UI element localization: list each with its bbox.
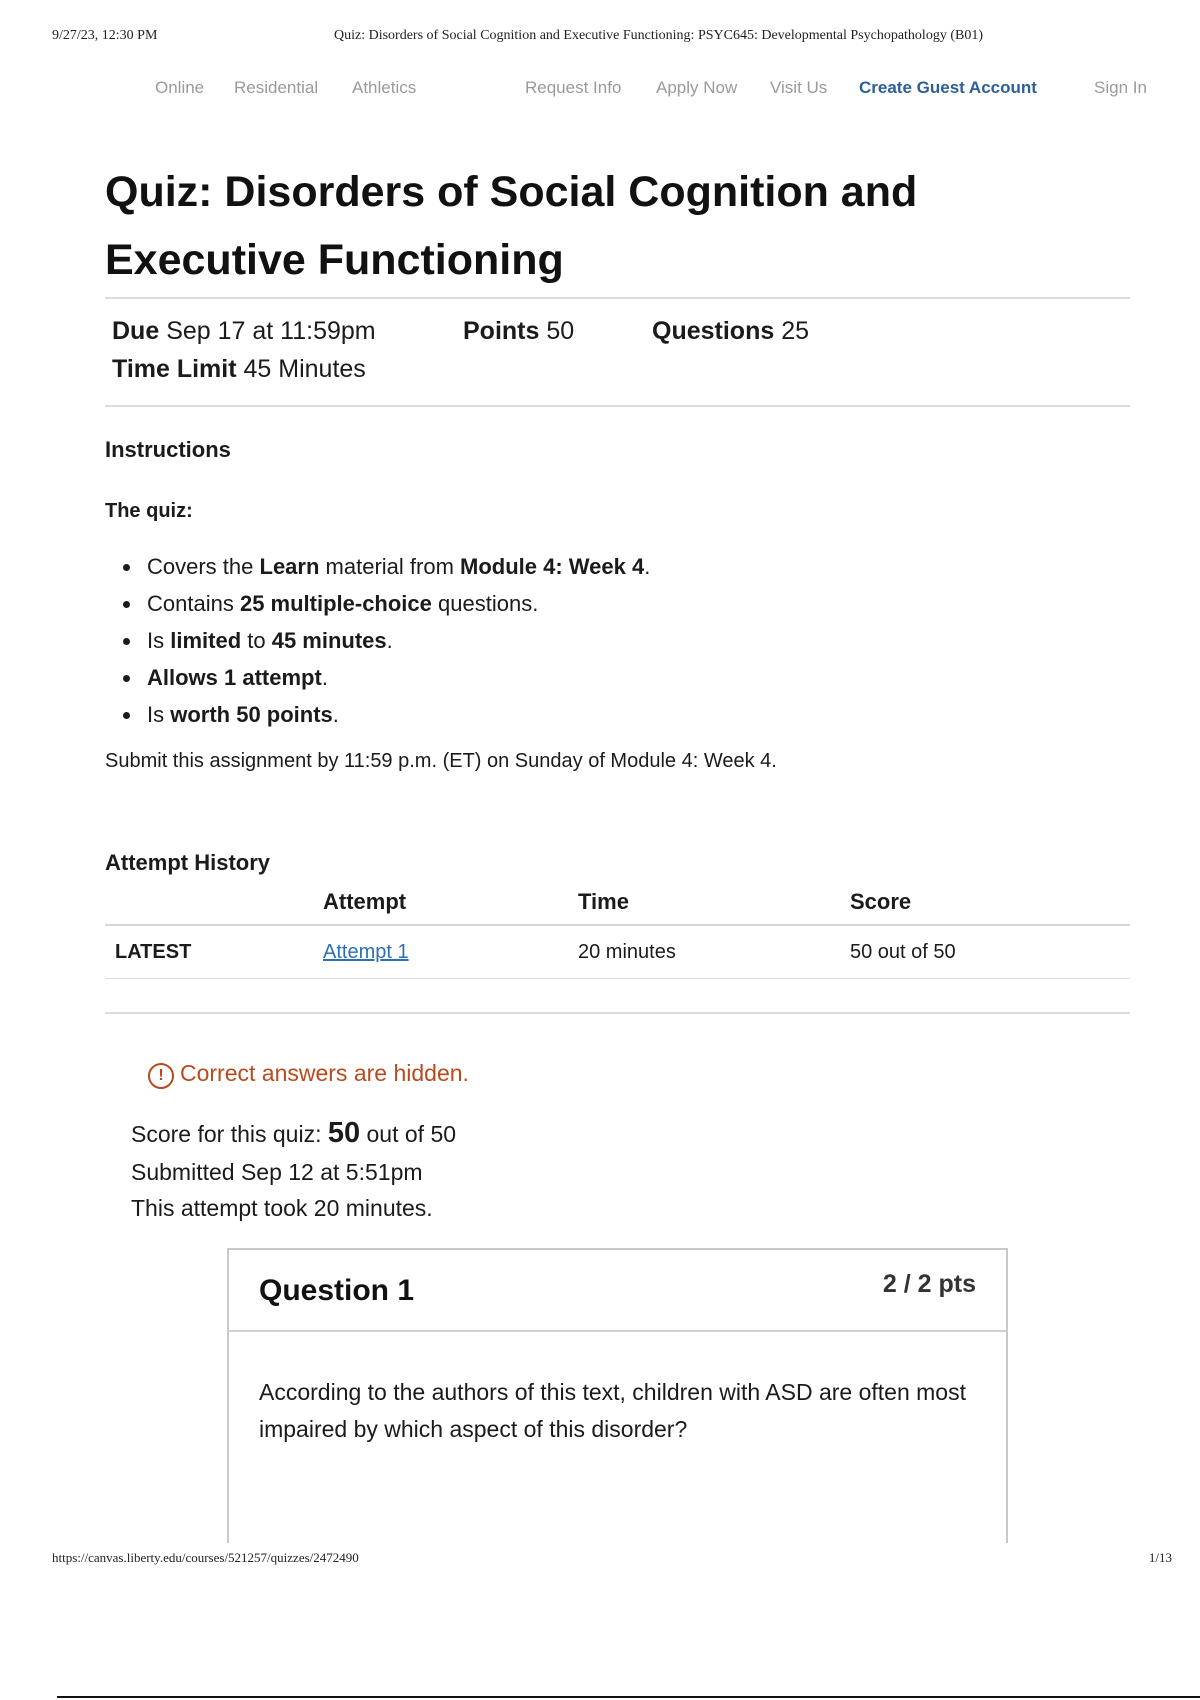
submitted-time: Submitted Sep 12 at 5:51pm: [131, 1159, 423, 1185]
attempt-1-link[interactable]: Attempt 1: [323, 940, 409, 963]
table-header-row: [105, 888, 1130, 925]
table-row: [105, 925, 1130, 979]
questions-count: [652, 317, 809, 346]
nav-athletics-link[interactable]: Athletics: [352, 78, 417, 97]
warning-icon: !: [148, 1063, 174, 1089]
column-header-time: Time: [578, 888, 850, 925]
submission-note: Submit this assignment by 11:59 p.m. (ET) on Sunday of Module 4: Week 4.: [105, 750, 777, 772]
attempt-duration: This attempt took 20 minutes.: [131, 1195, 433, 1221]
print-url: https://canvas.liberty.edu/courses/521257/quizzes/2472490: [52, 1550, 359, 1565]
questions-value: 25: [781, 317, 810, 345]
nav-visit-us-link[interactable]: Visit Us: [770, 78, 828, 97]
page-title: Quiz: Disorders of Social Cognition and Executive Functioning: [105, 168, 918, 284]
list-item: • Is worth 50 points.: [143, 696, 650, 733]
nav-residential-link[interactable]: Residential: [234, 78, 319, 97]
questions-label: Questions: [652, 317, 775, 345]
column-header-tag: [105, 888, 323, 925]
attempt-history-table: [105, 888, 1130, 979]
instructions-heading: Instructions: [105, 437, 231, 462]
hidden-answers-text: Correct answers are hidden.: [180, 1060, 469, 1086]
column-header-attempt: Attempt: [323, 888, 578, 925]
divider: [105, 1012, 1130, 1014]
print-date: 9/27/23, 12:30 PM: [52, 28, 158, 43]
hidden-answers-notice: [148, 1060, 469, 1089]
points-label: Points: [463, 317, 540, 345]
print-page-number: 1/13: [1148, 1550, 1172, 1565]
attempt-score: 50 out of 50: [850, 925, 1130, 979]
question-title: Question 1: [259, 1274, 415, 1307]
nav-online-link[interactable]: Online: [155, 78, 205, 97]
due-label: Due: [112, 317, 160, 345]
divider: [105, 297, 1130, 299]
quiz-score: Score for this quiz: 50 out of 50: [131, 1117, 457, 1149]
attempt-history-heading: Attempt History: [105, 850, 271, 875]
top-navigation: [0, 78, 1200, 102]
page-edge-line: [57, 1696, 1200, 1698]
list-item: • Is limited to 45 minutes.: [143, 622, 650, 659]
nav-request-info-link[interactable]: Request Info: [525, 78, 622, 97]
nav-apply-now-link[interactable]: Apply Now: [656, 78, 738, 97]
due-value: Sep 17 at 11:59pm: [166, 317, 376, 345]
print-page-title: Quiz: Disorders of Social Cognition and Executive Functioning: PSYC645: Developmental Psychopathology (B01): [334, 28, 983, 43]
question-card: [227, 1248, 1008, 1543]
points-value: 50: [546, 317, 575, 345]
attempt-time: 20 minutes: [578, 925, 850, 979]
column-header-score: Score: [850, 888, 1130, 925]
time-limit: [112, 355, 366, 384]
time-limit-value: 45 Minutes: [243, 355, 366, 383]
instructions-intro: The quiz:: [105, 500, 193, 522]
list-item: • Covers the Learn material from Module 4: Week 4.: [143, 548, 650, 585]
list-item: • Allows 1 attempt.: [143, 659, 650, 696]
question-text: According to the authors of this text, children with ASD are often most impaired by which aspect of this disorder?: [259, 1379, 966, 1442]
nav-sign-in-link[interactable]: Sign In: [1094, 78, 1147, 97]
instructions-list: [105, 548, 650, 733]
time-limit-label: Time Limit: [112, 355, 237, 383]
points: [463, 317, 574, 346]
nav-create-guest-account-link[interactable]: Create Guest Account: [859, 78, 1037, 97]
divider: [105, 405, 1130, 407]
question-points: 2 / 2 pts: [882, 1270, 976, 1298]
latest-tag: LATEST: [105, 925, 323, 979]
due-date: [112, 317, 376, 346]
quiz-score-value: 50: [327, 1117, 361, 1149]
question-header: [229, 1250, 1006, 1332]
list-item: • Contains 25 multiple-choice questions.: [143, 585, 650, 622]
